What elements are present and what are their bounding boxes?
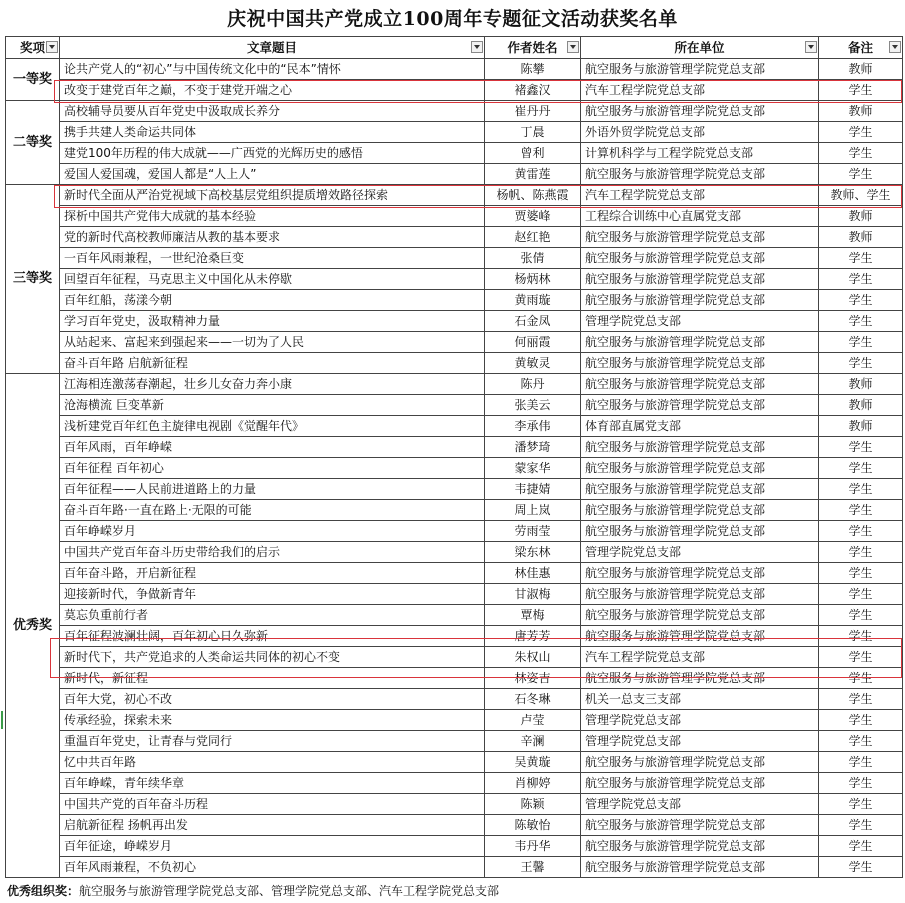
author-cell[interactable]: 黄雨璇	[485, 290, 581, 311]
table-row	[6, 710, 903, 731]
table-row	[6, 269, 903, 290]
article-title-cell[interactable]: 新时代，新征程	[60, 668, 485, 689]
note-cell[interactable]: 学生	[819, 710, 903, 731]
unit-cell[interactable]: 外语外贸学院党总支部	[581, 122, 819, 143]
header-award	[6, 37, 60, 59]
table-row	[6, 752, 903, 773]
table-row	[6, 626, 903, 647]
author-cell[interactable]: 何丽霞	[485, 332, 581, 353]
unit-cell[interactable]: 汽车工程学院党总支部	[581, 185, 819, 206]
unit-cell[interactable]: 航空服务与旅游管理学院党总支部	[581, 584, 819, 605]
author-cell[interactable]: 梁东林	[485, 542, 581, 563]
article-title-cell[interactable]: 百年征程 百年初心	[60, 458, 485, 479]
note-cell[interactable]: 教师	[819, 227, 903, 248]
table-row	[6, 500, 903, 521]
table-row	[6, 164, 903, 185]
author-cell[interactable]: 石冬琳	[485, 689, 581, 710]
author-cell[interactable]: 吴黄璇	[485, 752, 581, 773]
article-title-cell[interactable]: 中国共产党的百年奋斗历程	[60, 794, 485, 815]
award-level-cell[interactable]: 三等奖	[6, 185, 60, 374]
author-cell[interactable]: 林姿吉	[485, 668, 581, 689]
row-marker	[1, 711, 3, 729]
note-cell[interactable]: 学生	[819, 332, 903, 353]
unit-cell[interactable]: 航空服务与旅游管理学院党总支部	[581, 458, 819, 479]
table-row	[6, 59, 903, 80]
table-row	[6, 248, 903, 269]
article-title-cell[interactable]: 传承经验，探索未来	[60, 710, 485, 731]
table-row	[6, 689, 903, 710]
article-title-cell[interactable]: 百年征程波澜壮阔，百年初心日久弥新	[60, 626, 485, 647]
table-row	[6, 395, 903, 416]
author-cell[interactable]: 张倩	[485, 248, 581, 269]
note-cell[interactable]: 学生	[819, 80, 903, 101]
article-title-cell[interactable]: 百年峥嵘岁月	[60, 521, 485, 542]
note-cell[interactable]: 学生	[819, 563, 903, 584]
unit-cell[interactable]: 工程综合训练中心直属党支部	[581, 206, 819, 227]
author-cell[interactable]: 唐芳芳	[485, 626, 581, 647]
unit-cell[interactable]: 航空服务与旅游管理学院党总支部	[581, 857, 819, 878]
table-row	[6, 815, 903, 836]
filter-dropdown-icon[interactable]	[46, 41, 58, 53]
article-title-cell[interactable]: 爱国人爱国魂，爱国人都是“人上人”	[60, 164, 485, 185]
award-table	[5, 36, 903, 878]
article-title-cell[interactable]: 奋斗百年路 启航新征程	[60, 353, 485, 374]
author-cell[interactable]: 辛澜	[485, 731, 581, 752]
table-row	[6, 80, 903, 101]
author-cell[interactable]: 肖柳婷	[485, 773, 581, 794]
table-row	[6, 353, 903, 374]
table-row	[6, 731, 903, 752]
note-cell[interactable]: 学生	[819, 521, 903, 542]
author-cell[interactable]: 丁晨	[485, 122, 581, 143]
unit-cell[interactable]: 管理学院党总支部	[581, 794, 819, 815]
author-cell[interactable]: 曾利	[485, 143, 581, 164]
article-title-cell[interactable]: 忆中共百年路	[60, 752, 485, 773]
table-row	[6, 227, 903, 248]
unit-cell[interactable]: 管理学院党总支部	[581, 731, 819, 752]
note-cell[interactable]: 学生	[819, 626, 903, 647]
award-level-cell[interactable]: 二等奖	[6, 101, 60, 185]
article-title-cell[interactable]: 论共产党人的“初心”与中国传统文化中的“民本”情怀	[60, 59, 485, 80]
author-cell[interactable]: 陈攀	[485, 59, 581, 80]
article-title-cell[interactable]: 党的新时代高校教师廉洁从教的基本要求	[60, 227, 485, 248]
article-title-cell[interactable]: 启航新征程 扬帆再出发	[60, 815, 485, 836]
table-row	[6, 122, 903, 143]
unit-cell[interactable]: 管理学院党总支部	[581, 311, 819, 332]
unit-cell[interactable]: 航空服务与旅游管理学院党总支部	[581, 395, 819, 416]
note-cell[interactable]: 学生	[819, 836, 903, 857]
table-row	[6, 185, 903, 206]
award-level-cell[interactable]: 优秀奖	[6, 374, 60, 878]
article-title-cell[interactable]: 建党100年历程的伟大成就——广西党的光辉历史的感悟	[60, 143, 485, 164]
note-cell[interactable]: 教师	[819, 101, 903, 122]
article-title-cell[interactable]: 中国共产党百年奋斗历史带给我们的启示	[60, 542, 485, 563]
unit-cell[interactable]: 航空服务与旅游管理学院党总支部	[581, 500, 819, 521]
article-title-cell[interactable]: 百年风雨兼程，不负初心	[60, 857, 485, 878]
unit-cell[interactable]: 航空服务与旅游管理学院党总支部	[581, 479, 819, 500]
unit-cell[interactable]: 航空服务与旅游管理学院党总支部	[581, 59, 819, 80]
unit-cell[interactable]: 航空服务与旅游管理学院党总支部	[581, 563, 819, 584]
unit-cell[interactable]: 航空服务与旅游管理学院党总支部	[581, 248, 819, 269]
article-title-cell[interactable]: 迎接新时代，争做新青年	[60, 584, 485, 605]
author-cell[interactable]: 蒙家华	[485, 458, 581, 479]
unit-cell[interactable]: 航空服务与旅游管理学院党总支部	[581, 752, 819, 773]
note-cell[interactable]: 学生	[819, 647, 903, 668]
article-title-cell[interactable]: 莫忘负重前行者	[60, 605, 485, 626]
table-row	[6, 458, 903, 479]
article-title-cell[interactable]: 改变于建党百年之巅，不变于建党开端之心	[60, 80, 485, 101]
article-title-cell[interactable]: 百年奋斗路，开启新征程	[60, 563, 485, 584]
unit-cell[interactable]: 航空服务与旅游管理学院党总支部	[581, 227, 819, 248]
unit-cell[interactable]: 计算机科学与工程学院党总支部	[581, 143, 819, 164]
table-row	[6, 416, 903, 437]
article-title-cell[interactable]: 百年峥嵘，青年续华章	[60, 773, 485, 794]
note-cell[interactable]: 学生	[819, 752, 903, 773]
note-cell[interactable]: 教师	[819, 416, 903, 437]
unit-cell[interactable]: 航空服务与旅游管理学院党总支部	[581, 605, 819, 626]
unit-cell[interactable]: 航空服务与旅游管理学院党总支部	[581, 437, 819, 458]
article-title-cell[interactable]: 沧海横流 巨变革新	[60, 395, 485, 416]
author-cell[interactable]: 杨炳林	[485, 269, 581, 290]
note-cell[interactable]: 学生	[819, 668, 903, 689]
article-title-cell[interactable]: 重温百年党史，让青春与党同行	[60, 731, 485, 752]
footer-org-award	[7, 881, 902, 901]
note-cell[interactable]: 学生	[819, 122, 903, 143]
article-title-cell[interactable]: 从站起来、富起来到强起来——一切为了人民	[60, 332, 485, 353]
article-title-cell[interactable]: 回望百年征程，马克思主义中国化从未停歇	[60, 269, 485, 290]
unit-cell[interactable]: 航空服务与旅游管理学院党总支部	[581, 815, 819, 836]
table-row	[6, 542, 903, 563]
article-title-cell[interactable]: 浅析建党百年红色主旋律电视剧《觉醒年代》	[60, 416, 485, 437]
unit-cell[interactable]: 航空服务与旅游管理学院党总支部	[581, 374, 819, 395]
filter-dropdown-icon[interactable]	[889, 41, 901, 53]
table-row	[6, 584, 903, 605]
unit-cell[interactable]: 体育部直属党支部	[581, 416, 819, 437]
note-cell[interactable]: 学生	[819, 311, 903, 332]
table-row	[6, 311, 903, 332]
author-cell[interactable]: 石金凤	[485, 311, 581, 332]
author-cell[interactable]: 杨帆、陈燕霞	[485, 185, 581, 206]
author-cell[interactable]: 陈丹	[485, 374, 581, 395]
unit-cell[interactable]: 汽车工程学院党总支部	[581, 647, 819, 668]
author-cell[interactable]: 潘梦琦	[485, 437, 581, 458]
table-row	[6, 332, 903, 353]
note-cell[interactable]: 教师	[819, 374, 903, 395]
footer-text: 航空服务与旅游管理学院党总支部、管理学院党总支部、汽车工程学院党总支部	[79, 884, 500, 898]
table-row	[6, 521, 903, 542]
note-cell[interactable]: 学生	[819, 794, 903, 815]
note-cell[interactable]: 学生	[819, 731, 903, 752]
note-cell[interactable]: 学生	[819, 290, 903, 311]
author-cell[interactable]: 贾婆峰	[485, 206, 581, 227]
author-cell[interactable]: 卢莹	[485, 710, 581, 731]
unit-cell[interactable]: 航空服务与旅游管理学院党总支部	[581, 836, 819, 857]
author-cell[interactable]: 朱权山	[485, 647, 581, 668]
note-cell[interactable]: 学生	[819, 857, 903, 878]
table-row	[6, 668, 903, 689]
note-cell[interactable]: 学生	[819, 353, 903, 374]
note-cell[interactable]: 教师、学生	[819, 185, 903, 206]
author-cell[interactable]: 林佳惠	[485, 563, 581, 584]
note-cell[interactable]: 学生	[819, 584, 903, 605]
unit-cell[interactable]: 航空服务与旅游管理学院党总支部	[581, 164, 819, 185]
note-cell[interactable]: 教师	[819, 59, 903, 80]
unit-cell[interactable]: 机关一总支三支部	[581, 689, 819, 710]
author-cell[interactable]: 陈敏怡	[485, 815, 581, 836]
table-row	[6, 563, 903, 584]
author-cell[interactable]: 褚鑫汉	[485, 80, 581, 101]
author-cell[interactable]: 李承伟	[485, 416, 581, 437]
author-cell[interactable]: 赵红艳	[485, 227, 581, 248]
table-row	[6, 773, 903, 794]
page-title: 庆祝中国共产党成立100周年专题征文活动获奖名单	[227, 7, 678, 30]
article-title-cell[interactable]: 百年征途，峥嵘岁月	[60, 836, 485, 857]
table-row	[6, 479, 903, 500]
note-cell[interactable]: 教师	[819, 206, 903, 227]
unit-cell[interactable]: 航空服务与旅游管理学院党总支部	[581, 290, 819, 311]
author-cell[interactable]: 黄雷莲	[485, 164, 581, 185]
header-note-label: 备注	[847, 39, 873, 55]
article-title-cell[interactable]: 学习百年党史，汲取精神力量	[60, 311, 485, 332]
note-cell[interactable]: 学生	[819, 689, 903, 710]
note-cell[interactable]: 学生	[819, 458, 903, 479]
note-cell[interactable]: 学生	[819, 773, 903, 794]
article-title-cell[interactable]: 百年风雨，百年峥嵘	[60, 437, 485, 458]
table-body	[6, 59, 903, 878]
article-title-cell[interactable]: 高校辅导员要从百年党史中汲取成长养分	[60, 101, 485, 122]
table-row	[6, 605, 903, 626]
table-row	[6, 374, 903, 395]
note-cell[interactable]: 学生	[819, 500, 903, 521]
note-cell[interactable]: 学生	[819, 269, 903, 290]
unit-cell[interactable]: 航空服务与旅游管理学院党总支部	[581, 521, 819, 542]
unit-cell[interactable]: 航空服务与旅游管理学院党总支部	[581, 353, 819, 374]
award-level-cell[interactable]: 一等奖	[6, 59, 60, 101]
unit-cell[interactable]: 管理学院党总支部	[581, 710, 819, 731]
table-row	[6, 206, 903, 227]
article-title-cell[interactable]: 一百年风雨兼程，一世纪沧桑巨变	[60, 248, 485, 269]
note-cell[interactable]: 教师	[819, 395, 903, 416]
header-article-title-label: 文章题目	[246, 39, 297, 55]
unit-cell[interactable]: 航空服务与旅游管理学院党总支部	[581, 269, 819, 290]
article-title-cell[interactable]: 百年大党，初心不改	[60, 689, 485, 710]
table-row	[6, 857, 903, 878]
author-cell[interactable]: 张美云	[485, 395, 581, 416]
note-cell[interactable]: 学生	[819, 143, 903, 164]
article-title-cell[interactable]: 新时代下，共产党追求的人类命运共同体的初心不变	[60, 647, 485, 668]
table-row	[6, 794, 903, 815]
unit-cell[interactable]: 航空服务与旅游管理学院党总支部	[581, 332, 819, 353]
author-cell[interactable]: 甘淑梅	[485, 584, 581, 605]
filter-dropdown-icon[interactable]	[567, 41, 579, 53]
author-cell[interactable]: 崔丹丹	[485, 101, 581, 122]
table-row	[6, 290, 903, 311]
note-cell[interactable]: 学生	[819, 542, 903, 563]
unit-cell[interactable]: 管理学院党总支部	[581, 542, 819, 563]
author-cell[interactable]: 黄敏灵	[485, 353, 581, 374]
table-row	[6, 836, 903, 857]
filter-dropdown-icon[interactable]	[805, 41, 817, 53]
table-row	[6, 647, 903, 668]
unit-cell[interactable]: 航空服务与旅游管理学院党总支部	[581, 101, 819, 122]
note-cell[interactable]: 学生	[819, 437, 903, 458]
header-award-label: 奖项	[19, 39, 45, 55]
author-cell[interactable]: 劳雨莹	[485, 521, 581, 542]
header-article-title	[60, 37, 485, 59]
header-author-label: 作者姓名	[507, 39, 558, 55]
note-cell[interactable]: 学生	[819, 164, 903, 185]
table-row	[6, 437, 903, 458]
unit-cell[interactable]: 汽车工程学院党总支部	[581, 80, 819, 101]
note-cell[interactable]: 学生	[819, 479, 903, 500]
article-title-cell[interactable]: 江海相连激荡春潮起，壮乡儿女奋力奔小康	[60, 374, 485, 395]
table-row	[6, 143, 903, 164]
article-title-cell[interactable]: 携手共建人类命运共同体	[60, 122, 485, 143]
article-title-cell[interactable]: 探析中国共产党伟大成就的基本经验	[60, 206, 485, 227]
header-unit	[581, 37, 819, 59]
header-row	[6, 37, 903, 59]
note-cell[interactable]: 学生	[819, 605, 903, 626]
filter-dropdown-icon[interactable]	[471, 41, 483, 53]
footer-label: 优秀组织奖：	[7, 884, 80, 898]
author-cell[interactable]: 韦丹华	[485, 836, 581, 857]
author-cell[interactable]: 周上岚	[485, 500, 581, 521]
unit-cell[interactable]: 航空服务与旅游管理学院党总支部	[581, 773, 819, 794]
author-cell[interactable]: 覃梅	[485, 605, 581, 626]
unit-cell[interactable]: 航空服务与旅游管理学院党总支部	[581, 668, 819, 689]
article-title-cell[interactable]: 新时代全面从严治党视域下高校基层党组织提质增效路径探索	[60, 185, 485, 206]
note-cell[interactable]: 学生	[819, 815, 903, 836]
author-cell[interactable]: 王馨	[485, 857, 581, 878]
article-title-cell[interactable]: 奋斗百年路·一直在路上·无限的可能	[60, 500, 485, 521]
article-title-cell[interactable]: 百年红船，荡漾今朝	[60, 290, 485, 311]
header-note	[819, 37, 903, 59]
note-cell[interactable]: 学生	[819, 248, 903, 269]
article-title-cell[interactable]: 百年征程——人民前进道路上的力量	[60, 479, 485, 500]
unit-cell[interactable]: 航空服务与旅游管理学院党总支部	[581, 626, 819, 647]
author-cell[interactable]: 陈颖	[485, 794, 581, 815]
table-row	[6, 101, 903, 122]
header-author	[485, 37, 581, 59]
author-cell[interactable]: 韦捷婧	[485, 479, 581, 500]
header-unit-label: 所在单位	[674, 39, 725, 55]
